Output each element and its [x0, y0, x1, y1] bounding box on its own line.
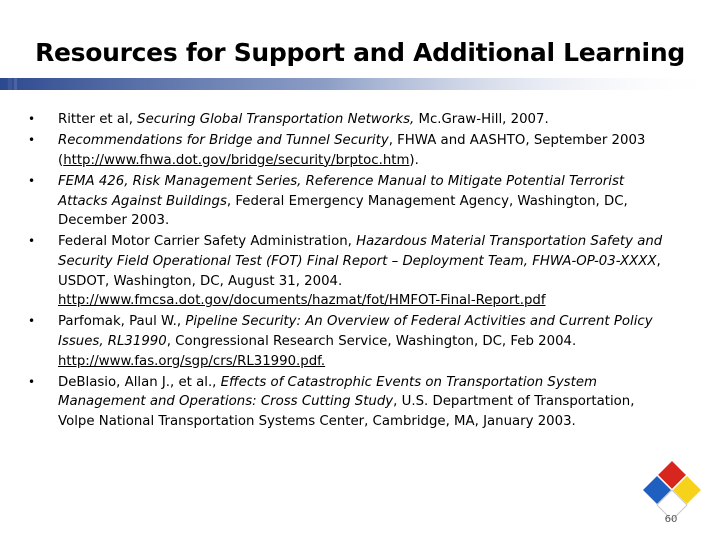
gradient-band-icon — [0, 76, 720, 92]
page-title: Resources for Support and Additional Learning — [35, 38, 685, 67]
reference-item: • Recommendations for Bridge and Tunnel Security, FHWA and AASHTO, September 2003 (http://www.fhwa.dot.gov/bridge/security/brptoc.htm). — [28, 133, 646, 168]
bullet-icon: • — [28, 133, 36, 148]
bullet-icon: • — [28, 173, 36, 188]
reference-item: • FEMA 426, Risk Management Series, Reference Manual to Mitigate Potential Terrorist Attacks Against Buildings, Federal Emergency Management Agency, Washington, DC, December 2003. — [28, 173, 628, 229]
bullet-icon: • — [28, 314, 36, 329]
reference-item: • Ritter et al, Securing Global Transportation Networks, Mc.Graw-Hill, 2007. — [28, 110, 668, 130]
title-underline-band — [0, 76, 720, 92]
reference-link[interactable]: http://www.fhwa.dot.gov/bridge/security/brptoc.htm — [63, 152, 410, 168]
page-number: 60 — [664, 514, 678, 525]
reference-item: • Federal Motor Carrier Safety Administration, Hazardous Material Transportation Safety and Security Field Operational Test (FOT) Final Report – Deployment Team, FHWA-OP-03-XXXX, USDOT, Washington, DC, August 31, 2004. http://www.fmcsa.dot.gov/documents/hazmat/fot/HMFOT-Final-Report.pdf — [28, 234, 663, 309]
bullet-icon: • — [28, 112, 36, 126]
reference-link[interactable]: http://www.fmcsa.dot.gov/documents/hazmat/fot/HMFOT-Final-Report.pdf — [58, 293, 546, 309]
reference-item: • DeBlasio, Allan J., et al., Effects of Catastrophic Events on Transportation System Management and Operations: Cross Cutting Study, U.S. Department of Transportation, Volpe National Transportation Systems Center, Cambridge, MA, January 2003. — [28, 374, 635, 429]
hazard-diamond-logo — [640, 454, 704, 530]
reference-list — [28, 110, 668, 433]
bullet-icon: • — [28, 234, 36, 249]
reference-item: • Parfomak, Paul W., Pipeline Security: An Overview of Federal Activities and Current Policy Issues, RL31990, Congressional Research Service, Washington, DC, Feb 2004. http://www.fas.org/sgp/crs/RL31990.pdf. — [28, 314, 653, 369]
bullet-icon: • — [28, 374, 36, 389]
reference-link[interactable]: http://www.fas.org/sgp/crs/RL31990.pdf. — [58, 353, 326, 369]
hazard-diamond-icon — [640, 454, 704, 530]
